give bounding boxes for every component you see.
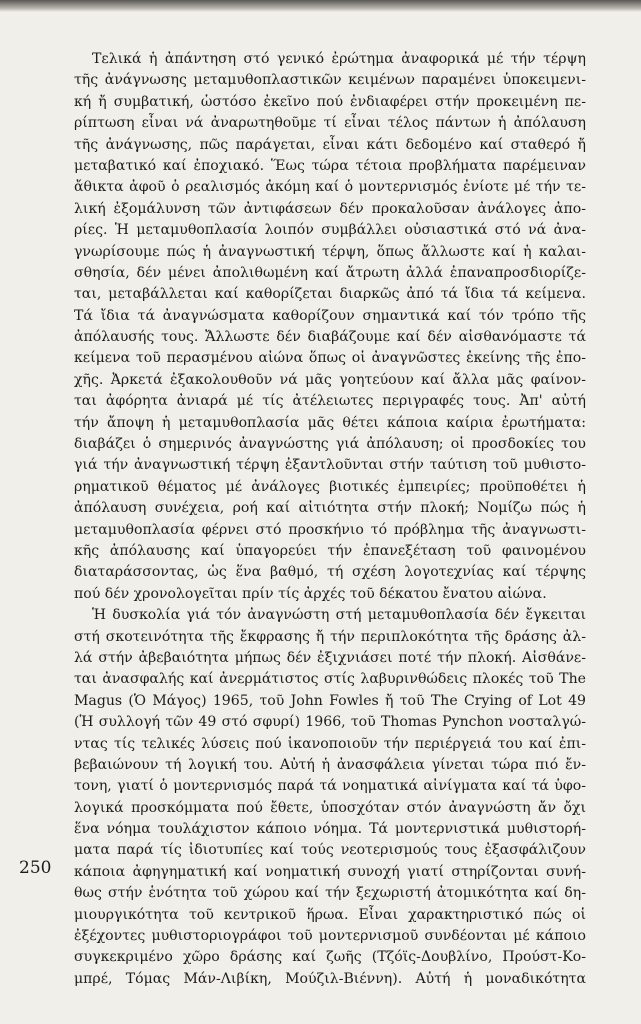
text-line: ρίες. Ἡ μεταμυθοπλασία λοιπόν συμβάλλει οὐσιαστικά στό νά ἀνα- [74,222,586,239]
text-line: γιά τήν ἀναγνωστική τέρψη ἐξαντλοῦνται στήν ταύτιση τοῦ μυθιστο- [74,457,586,474]
text-line: κή ἤ συμβατική, ὡστόσο ἐκεῖνο πού ἐνδιαφέρει στήν προκειμένη πε- [74,93,586,110]
text-line: μεταβατικό καί ἐποχιακό. Ἕως τώρα τέτοια προβλήματα παρέμειναν [74,157,586,174]
text-line: τονη, γιατί ὁ μοντερνισμός παρά τά νοηματικά αἰνίγματα καί τά ὑφο- [74,778,586,795]
text-line: διαταράσσοντας, ὡς ἕνα βαθμό, τή σχέση λογοτεχνίας καί τέρψης [74,564,586,581]
text-line: χῆς. Ἀρκετά ἐξακολουθοῦν νά μᾶς γοητεύουν καί ἄλλα μᾶς φαίνον- [74,371,586,388]
text-line: κείμενα τοῦ περασμένου αἰώνα ὅπως οἱ ἀναγνῶστες ἐκείνης τῆς ἐπο- [74,350,586,367]
text-line: ρηματικοῦ θέματος μέ ἀνάλογες βιοτικές ἐμπειρίες; προϋποθέτει ἡ [74,478,586,495]
text-line: θως στήν ἑνότητα τοῦ χώρου καί τήν ξεχωριστή ἀτομικότητα καί δη- [74,885,586,902]
text-line: διαβάζει ὁ σημερινός ἀναγνώστης γιά ἀπόλαυση; οἱ προσδοκίες του [74,436,586,453]
text-line: λά στήν ἀβεβαιότητα μήπως δέν ἐξιχνιάσει ποτέ τήν πλοκή. Αἰσθάνε- [74,649,586,666]
text-line: ται ἀνασφαλής καί ἀνερμάτιστος στίς λαβυρινθώδεις πλοκές τοῦ The [74,671,586,688]
text-line: μπρέ, Τόμας Μάν-Λιβίκη, Μούζιλ-Βιέννη). Αὐτή ἡ μοναδικότητα [74,970,586,987]
text-line: κῆς ἀπόλαυσης καί ὑπαγορεύει τήν ἐπανεξέταση τοῦ φαινομένου [74,542,586,559]
text-line: ντας τίς τελικές λύσεις πού ἱκανοποιοῦν τήν περιέργειά του καί ἐπι- [74,735,586,752]
text-line: μιουργικότητα τοῦ κεντρικοῦ ἥρωα. Εἶναι χαρακτηριστικό πώς οἱ [74,906,586,923]
text-line: Ἡ δυσκολία γιά τόν ἀναγνώστη στή μεταμυθοπλασία δέν ἔγκειται [92,607,586,624]
text-line: ἕνα νόημα τουλάχιστον κάποιο νόημα. Τά μοντερνιστικά μυθιστορή- [74,821,586,838]
text-line: συγκεκριμένο χῶρο δράσης καί ζωῆς (Τζόϊς-Δουβλίνο, Προύστ-Κο- [74,949,586,966]
text-line: ἀπόλαυση συνέχεια, ροή καί αἰτιότητα στήν πλοκή; Νομίζω πώς ἡ [74,500,586,517]
text-line: Τά ἴδια τά ἀναγνώσματα καθορίζουν σημαντικά καί τόν τρόπο τῆς [74,307,586,324]
text-line: κάποια ἀφηγηματική καί νοηματική συνοχή γιατί στηρίζονται συνή- [74,863,586,880]
text-line: ματα παρά τίς ἰδιοτυπίες καί τούς νεοτερισμούς τους ἐξασφάλιζουν [74,842,586,859]
text-line: στή σκοτεινότητα τῆς ἔκφρασης ἤ τήν περιπλοκότητα τῆς δράσης ἀλ- [74,628,586,645]
text-line: τῆς ἀνάγνωσης μεταμυθοπλαστικῶν κειμένων παραμένει ὑποκειμενι- [74,72,586,89]
text-line: Magus (Ὁ Μάγος) 1965, τοῦ John Fowles ἤ τοῦ The Crying of Lot 49 [74,692,586,709]
text-line: (Ἡ συλλογή τῶν 49 στό σφυρί) 1966, τοῦ Thomas Pynchon νοσταλγώ- [74,714,586,731]
text-line: λογικά προσκόμματα πού ἔθετε, ὑποσχόταν στόν ἀναγνώστη ἄν ὄχι [74,799,586,816]
text-line: Τελικά ἡ ἀπάντηση στό γενικό ἐρώτημα ἀναφορικά μέ τήν τέρψη [92,51,586,67]
text-line: μεταμυθοπλασία φέρνει στό προσκήνιο τό πρόβλημα τῆς ἀναγνωστι- [74,521,586,538]
text-line: ται ἀφόρητα ἀνιαρά μέ τίς ἀτέλειωτες περιγραφές τους. Ἀπ' αὐτή [74,393,586,410]
text-line: ἀπόλαυσής τους. Ἄλλωστε δέν διαβάζουμε καί δέν αἰσθανόμαστε τά [74,329,586,346]
text-line: ρίπτωση εἶναι νά ἀναρωτηθοῦμε τί εἶναι τέλος πάντων ἡ ἀπόλαυση [74,115,586,132]
page-body-text [74,49,586,990]
text-line: τήν ἄποψη ἡ μεταμυθοπλασία μᾶς θέτει κάποια καίρια ἐρωτήματα: [74,414,586,431]
text-line: σθησία, δέν μένει ἀπολιθωμένη καί ἄτρωτη ἀλλά ἐπαναπροσδιορίζε- [74,264,586,281]
text-line: πού δέν χρονολογεῖται πρίν τίς ἀρχές τοῦ δέκατου ἔνατου αἰώνα. [74,585,547,602]
text-line: βεβαιώνουν τή λογική του. Αὐτή ἡ ἀνασφάλεια γίνεται τώρα πιό ἔν- [74,756,586,773]
scan-top-shadow [0,0,641,12]
page-number: 250 [19,858,52,878]
text-line: γνωρίσουμε πώς ἡ ἀναγνωστική τέρψη, ὅπως ἄλλωστε καί ἡ καλαι- [74,243,586,260]
text-line: ἐξέχοντες μυθιστοριογράφοι τοῦ μοντερνισμοῦ συνδέονται μέ κάποιο [74,928,586,945]
text-line: ται, μεταβάλλεται καί καθορίζεται διαρκῶς ἀπό τά ἴδια τά κείμενα. [74,286,586,303]
text-line: λική ἐξομάλυνση τῶν ἀντιφάσεων δέν προκαλοῦσαν ἀνάλογες ἀπο- [74,200,586,217]
text-line: τῆς ἀνάγνωσης, πῶς παράγεται, εἶναι κάτι δεδομένο καί σταθερό ἤ [74,136,586,153]
text-line: ἄθικτα ἀφοῦ ὁ ρεαλισμός ἀκόμη καί ὁ μοντερνισμός ἐνίοτε μέ τήν τε- [74,179,586,196]
